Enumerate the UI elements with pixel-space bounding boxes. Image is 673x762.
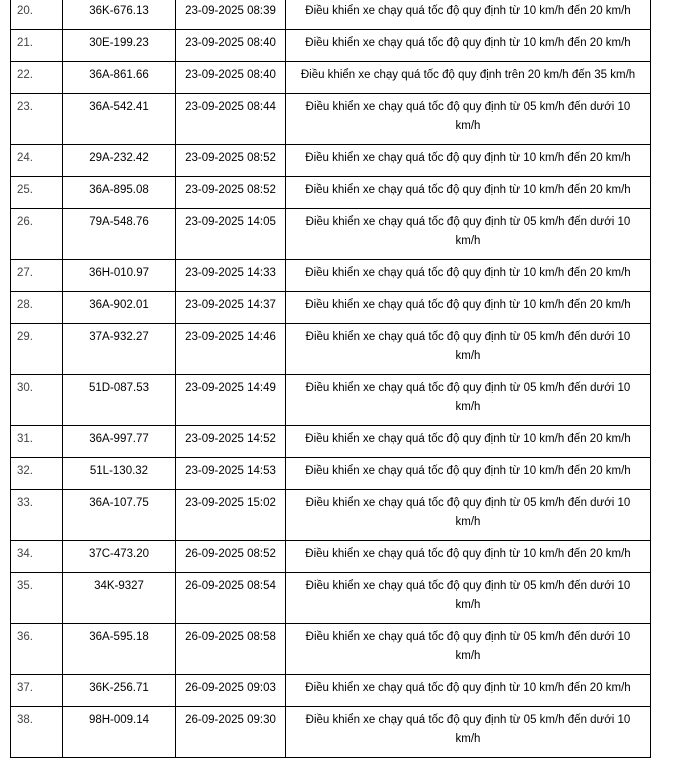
row-index-cell: 20. xyxy=(11,0,63,30)
table-row xyxy=(11,292,651,324)
row-index-cell: 37. xyxy=(11,675,63,707)
violation-cell: Điều khiển xe chạy quá tốc độ quy định từ 05 km/h đến dưới 10 km/h xyxy=(286,624,651,675)
row-index-cell: 33. xyxy=(11,490,63,541)
row-index-cell: 36. xyxy=(11,624,63,675)
table-row xyxy=(11,675,651,707)
plate-cell: 36H-010.97 xyxy=(63,260,176,292)
plate-cell: 51L-130.32 xyxy=(63,458,176,490)
table-row xyxy=(11,94,651,145)
violation-cell: Điều khiển xe chạy quá tốc độ quy định từ 10 km/h đến 20 km/h xyxy=(286,458,651,490)
violation-cell: Điều khiển xe chạy quá tốc độ quy định từ 10 km/h đến 20 km/h xyxy=(286,260,651,292)
plate-cell: 29A-232.42 xyxy=(63,145,176,177)
plate-cell: 30E-199.23 xyxy=(63,30,176,62)
row-index-cell: 26. xyxy=(11,209,63,260)
violation-cell: Điều khiển xe chạy quá tốc độ quy định từ 10 km/h đến 20 km/h xyxy=(286,177,651,209)
table-row xyxy=(11,145,651,177)
table-row xyxy=(11,0,651,30)
datetime-cell: 23-09-2025 14:33 xyxy=(176,260,286,292)
datetime-cell: 23-09-2025 14:05 xyxy=(176,209,286,260)
table-row xyxy=(11,209,651,260)
violation-cell: Điều khiển xe chạy quá tốc độ quy định từ 10 km/h đến 20 km/h xyxy=(286,30,651,62)
table-row xyxy=(11,260,651,292)
violations-table-wrapper xyxy=(10,0,673,758)
datetime-cell: 26-09-2025 08:52 xyxy=(176,541,286,573)
plate-cell: 37C-473.20 xyxy=(63,541,176,573)
violation-cell: Điều khiển xe chạy quá tốc độ quy định từ 10 km/h đến 20 km/h xyxy=(286,675,651,707)
datetime-cell: 23-09-2025 08:44 xyxy=(176,94,286,145)
plate-cell: 36A-861.66 xyxy=(63,62,176,94)
row-index-cell: 21. xyxy=(11,30,63,62)
table-row xyxy=(11,707,651,758)
violation-cell: Điều khiển xe chạy quá tốc độ quy định từ 05 km/h đến dưới 10 km/h xyxy=(286,375,651,426)
row-index-cell: 32. xyxy=(11,458,63,490)
table-row xyxy=(11,426,651,458)
plate-cell: 36A-997.77 xyxy=(63,426,176,458)
table-row xyxy=(11,458,651,490)
datetime-cell: 23-09-2025 08:39 xyxy=(176,0,286,30)
row-index-cell: 28. xyxy=(11,292,63,324)
row-index-cell: 23. xyxy=(11,94,63,145)
datetime-cell: 26-09-2025 09:30 xyxy=(176,707,286,758)
table-row xyxy=(11,490,651,541)
row-index-cell: 27. xyxy=(11,260,63,292)
violation-cell: Điều khiển xe chạy quá tốc độ quy định từ 05 km/h đến dưới 10 km/h xyxy=(286,324,651,375)
table-row xyxy=(11,541,651,573)
table-row xyxy=(11,375,651,426)
plate-cell: 36K-256.71 xyxy=(63,675,176,707)
plate-cell: 36A-107.75 xyxy=(63,490,176,541)
plate-cell: 36A-895.08 xyxy=(63,177,176,209)
violation-cell: Điều khiển xe chạy quá tốc độ quy định từ 10 km/h đến 20 km/h xyxy=(286,426,651,458)
datetime-cell: 23-09-2025 14:46 xyxy=(176,324,286,375)
plate-cell: 36K-676.13 xyxy=(63,0,176,30)
datetime-cell: 23-09-2025 14:53 xyxy=(176,458,286,490)
row-index-cell: 35. xyxy=(11,573,63,624)
row-index-cell: 30. xyxy=(11,375,63,426)
datetime-cell: 23-09-2025 14:49 xyxy=(176,375,286,426)
table-row xyxy=(11,30,651,62)
plate-cell: 36A-542.41 xyxy=(63,94,176,145)
plate-cell: 79A-548.76 xyxy=(63,209,176,260)
table-row xyxy=(11,62,651,94)
plate-cell: 37A-932.27 xyxy=(63,324,176,375)
violation-cell: Điều khiển xe chạy quá tốc độ quy định từ 05 km/h đến dưới 10 km/h xyxy=(286,573,651,624)
row-index-cell: 38. xyxy=(11,707,63,758)
datetime-cell: 23-09-2025 15:02 xyxy=(176,490,286,541)
table-row xyxy=(11,573,651,624)
table-row xyxy=(11,177,651,209)
violation-cell: Điều khiển xe chạy quá tốc độ quy định từ 05 km/h đến dưới 10 km/h xyxy=(286,209,651,260)
datetime-cell: 23-09-2025 08:40 xyxy=(176,62,286,94)
plate-cell: 34K-9327 xyxy=(63,573,176,624)
row-index-cell: 24. xyxy=(11,145,63,177)
datetime-cell: 23-09-2025 08:52 xyxy=(176,177,286,209)
datetime-cell: 26-09-2025 09:03 xyxy=(176,675,286,707)
violation-cell: Điều khiển xe chạy quá tốc độ quy định từ 10 km/h đến 20 km/h xyxy=(286,292,651,324)
datetime-cell: 23-09-2025 14:37 xyxy=(176,292,286,324)
row-index-cell: 29. xyxy=(11,324,63,375)
row-index-cell: 22. xyxy=(11,62,63,94)
plate-cell: 36A-595.18 xyxy=(63,624,176,675)
violation-cell: Điều khiển xe chạy quá tốc độ quy định từ 05 km/h đến dưới 10 km/h xyxy=(286,490,651,541)
datetime-cell: 23-09-2025 14:52 xyxy=(176,426,286,458)
datetime-cell: 26-09-2025 08:58 xyxy=(176,624,286,675)
plate-cell: 51D-087.53 xyxy=(63,375,176,426)
violation-cell: Điều khiển xe chạy quá tốc độ quy định từ 10 km/h đến 20 km/h xyxy=(286,145,651,177)
violations-table xyxy=(10,0,651,758)
datetime-cell: 23-09-2025 08:52 xyxy=(176,145,286,177)
datetime-cell: 23-09-2025 08:40 xyxy=(176,30,286,62)
plate-cell: 98H-009.14 xyxy=(63,707,176,758)
row-index-cell: 34. xyxy=(11,541,63,573)
violation-cell: Điều khiển xe chạy quá tốc độ quy định từ 10 km/h đến 20 km/h xyxy=(286,541,651,573)
table-row xyxy=(11,624,651,675)
row-index-cell: 31. xyxy=(11,426,63,458)
violation-cell: Điều khiển xe chạy quá tốc độ quy định từ 05 km/h đến dưới 10 km/h xyxy=(286,707,651,758)
violations-table-body xyxy=(11,0,651,758)
table-row xyxy=(11,324,651,375)
row-index-cell: 25. xyxy=(11,177,63,209)
violation-cell: Điều khiển xe chạy quá tốc độ quy định từ 10 km/h đến 20 km/h xyxy=(286,0,651,30)
violation-cell: Điều khiển xe chạy quá tốc độ quy định trên 20 km/h đến 35 km/h xyxy=(286,62,651,94)
plate-cell: 36A-902.01 xyxy=(63,292,176,324)
datetime-cell: 26-09-2025 08:54 xyxy=(176,573,286,624)
violation-cell: Điều khiển xe chạy quá tốc độ quy định từ 05 km/h đến dưới 10 km/h xyxy=(286,94,651,145)
